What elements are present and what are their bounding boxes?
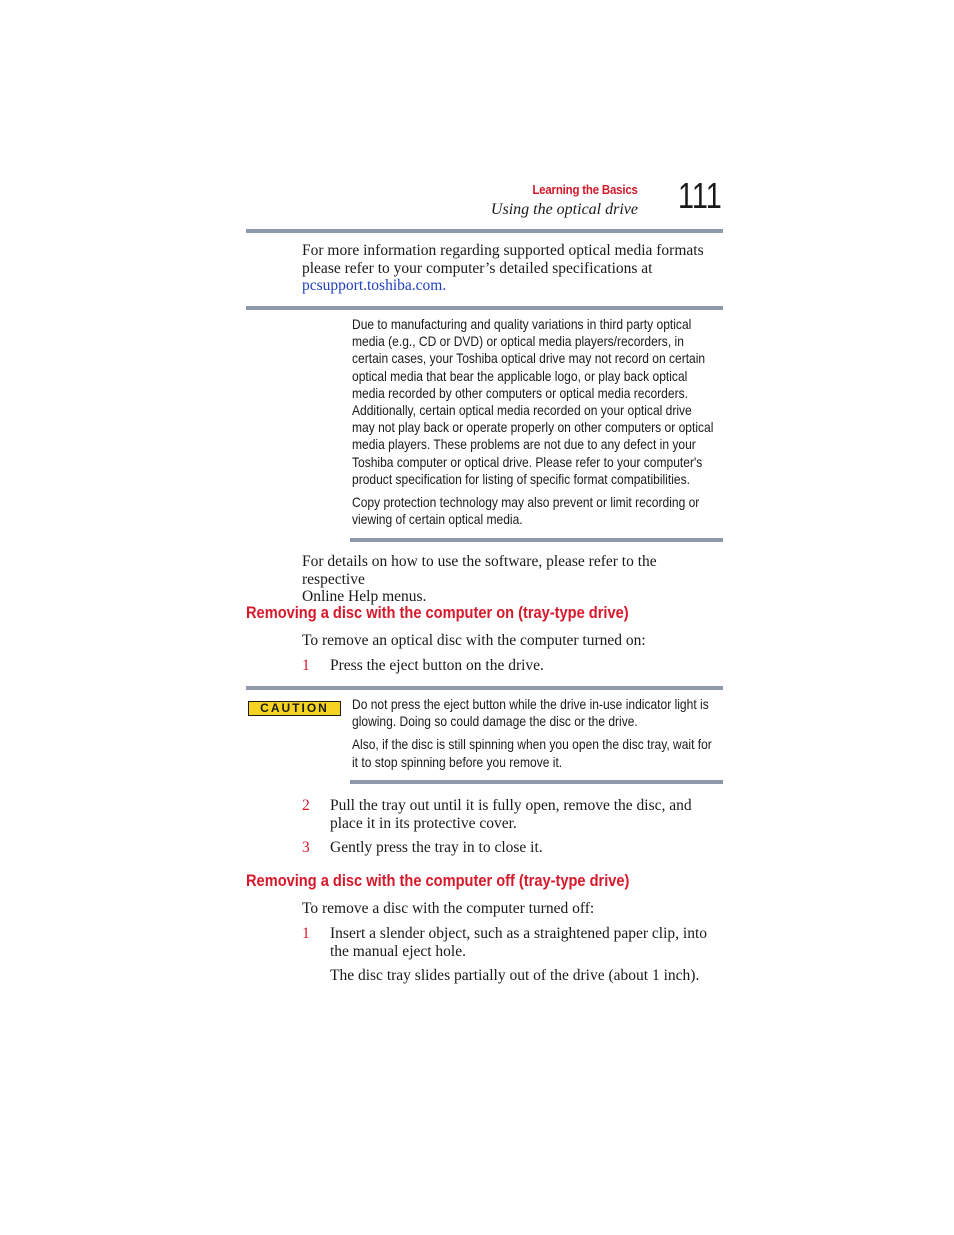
disclaimer-line: media (e.g., CD or DVD) or optical media players/recorders, in [352, 333, 684, 350]
copy-protection-line: viewing of certain optical media. [352, 511, 523, 528]
disclaimer-line: Toshiba computer or optical drive. Please refer to your computer's [352, 453, 703, 470]
page-number: 111 [678, 175, 722, 216]
step-number: 1 [302, 925, 310, 942]
note-line: For more information regarding supported optical media formats [302, 242, 704, 259]
caution-bottom-rule [350, 780, 723, 784]
section-title: Using the optical drive [490, 201, 638, 218]
disclaimer-rule [350, 538, 723, 542]
caution-line: Do not press the eject button while the drive in-use indicator light is [352, 696, 709, 712]
step-number: 1 [302, 657, 310, 674]
disclaimer-line: optical media that bear the applicable logo, or play back optical [352, 367, 688, 384]
caution-line: Also, if the disc is still spinning when you open the disc tray, wait for [352, 736, 712, 753]
copy-protection-line: Copy protection technology may also prevent or limit recording or [352, 494, 700, 511]
step-text [330, 797, 722, 832]
heading-remove-disc-off: Removing a disc with the computer off (tray-type drive) [246, 871, 630, 890]
step-result: The disc tray slides partially out of the drive (about 1 inch). [330, 967, 700, 984]
disclaimer-line: Due to manufacturing and quality variations in third party optical [352, 316, 692, 332]
intro-remove-on: To remove an optical disc with the computer turned on: [302, 632, 646, 649]
step-number: 3 [302, 839, 310, 856]
note-rule [246, 306, 723, 310]
disclaimer-line: product specification for listing of specific format compatibilities. [352, 470, 690, 487]
disclaimer-line: media recorded by other computers or optical media recorders. [352, 384, 688, 401]
caution-top-rule [246, 686, 723, 690]
link-suffix: . [442, 277, 447, 294]
disclaimer-line: certain cases, your Toshiba optical drive may not record on certain [352, 350, 706, 367]
disclaimer-line: Additionally, certain optical media recorded on your optical drive [352, 402, 692, 419]
step-text [330, 925, 722, 960]
toshiba-support-link[interactable]: pcsupport.toshiba.com [302, 277, 443, 294]
details-line: For details on how to use the software, please refer to the respective [302, 553, 657, 588]
step-text: Gently press the tray in to close it. [330, 839, 543, 856]
details-paragraph [302, 553, 722, 606]
intro-remove-off: To remove a disc with the computer turned off: [302, 900, 595, 917]
details-line: Online Help menus. [302, 588, 427, 605]
caution-line: it to stop spinning before you remove it. [352, 753, 563, 770]
note-line: please refer to your computer’s detailed specifications at [302, 259, 653, 277]
caution-line: glowing. Doing so could damage the disc or the drive. [352, 713, 638, 730]
chapter-title: Learning the Basics [532, 182, 638, 197]
step-line: Insert a slender object, such as a straightened paper clip, into [330, 925, 708, 942]
header-rule [246, 229, 723, 233]
step-line: place it in its protective cover. [330, 814, 517, 832]
caution-text [352, 696, 722, 771]
disclaimer-line: media players. These problems are not due to any defect in your [352, 436, 696, 453]
heading-remove-disc-on: Removing a disc with the computer on (tray-type drive) [246, 603, 629, 622]
disclaimer-text [352, 316, 722, 528]
note-supported-formats [302, 242, 722, 295]
step-line: the manual eject hole. [330, 942, 466, 960]
step-number: 2 [302, 797, 310, 814]
disclaimer-line: may not play back or operate properly on other computers or optical [352, 419, 714, 436]
note-link-line [302, 277, 722, 295]
caution-badge: CAUTION [248, 701, 341, 716]
step-line: Pull the tray out until it is fully open, remove the disc, and [330, 797, 692, 814]
step-text: Press the eject button on the drive. [330, 657, 544, 674]
